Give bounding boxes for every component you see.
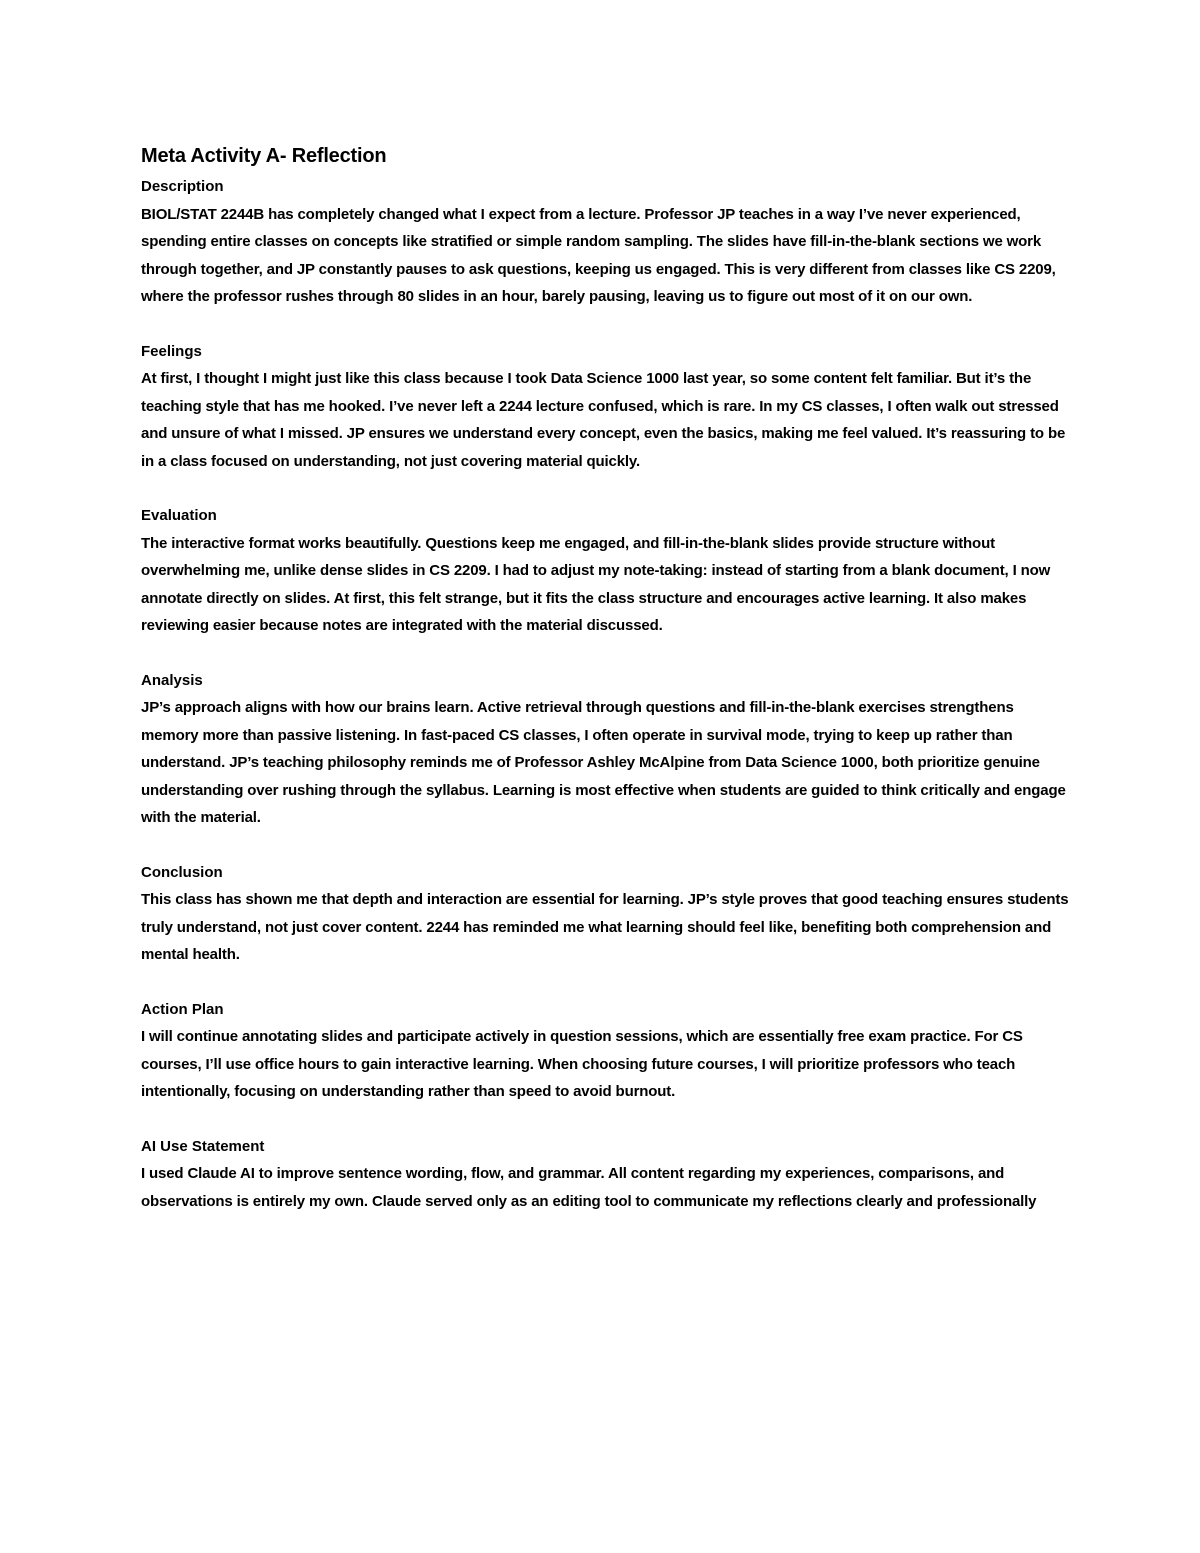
section-body: The interactive format works beautifully. Questions keep me engaged, and fill-in-the-blank slides provide structure without overwhelming me, unlike dense slides in CS 2209. I had to adjust my note-taking: instead of starting from a blank document, I now annotate directly on slides. At first, this felt strange, but it fits the class structure and encourages active learning. It also makes reviewing easier because notes are integrated with the material discussed. (141, 534, 1051, 634)
document-content (141, 141, 1071, 1242)
section-action-plan (141, 996, 1071, 1106)
section-heading: Feelings (141, 342, 202, 360)
section-heading: Description (141, 178, 224, 195)
document-title: Meta Activity A- Reflection (141, 145, 387, 167)
section-body: BIOL/STAT 2244B has completely changed what I expect from a lecture. Professor JP teaches in a way I’ve never experienced, spending entire classes on concepts like stratified or simple random sampling. The slides have fill-in-the-blank sections we work through together, and JP constantly pauses to ask questions, keeping us engaged. This is very different from classes like CS 2209, where the professor rushes through 80 slides in an hour, barely pausing, leaving us to figure out most of it on our own. (141, 205, 1056, 305)
section-heading: Action Plan (141, 1000, 224, 1018)
section-ai-use-statement (141, 1133, 1071, 1216)
section-heading: AI Use Statement (141, 1137, 265, 1155)
section-body: JP’s approach aligns with how our brains learn. Active retrieval through questions and fill-in-the-blank exercises strengthens memory more than passive listening. In fast-paced CS classes, I often operate in survival mode, trying to keep up rather than understand. JP’s teaching philosophy reminds me of Professor Ashley McAlpine from Data Science 1000, both prioritize genuine understanding over rushing through the syllabus. Learning is most effective when students are guided to think critically and engage with the material. (141, 699, 1066, 826)
section-description (141, 173, 1071, 311)
section-feelings (141, 338, 1071, 476)
section-conclusion (141, 859, 1071, 969)
section-heading: Evaluation (141, 507, 217, 524)
section-analysis (141, 667, 1071, 832)
section-body: I used Claude AI to improve sentence wording, flow, and grammar. All content regarding my experiences, comparisons, and observations is entirely my own. Claude served only as an editing tool to communicate my reflections clearly and professionally (141, 1165, 1037, 1210)
section-body: I will continue annotating slides and participate actively in question sessions, which are essentially free exam practice. For CS courses, I’ll use office hours to gain interactive learning. When choosing future courses, I will prioritize professors who teach intentionally, focusing on understanding rather than speed to avoid burnout. (141, 1028, 1023, 1100)
section-heading: Conclusion (141, 863, 223, 881)
section-evaluation (141, 502, 1071, 640)
section-body: This class has shown me that depth and interaction are essential for learning. JP’s style proves that good teaching ensures students truly understand, not just cover content. 2244 has reminded me what learning should feel like, benefiting both comprehension and mental health. (141, 891, 1069, 963)
section-heading: Analysis (141, 671, 203, 689)
section-body: At first, I thought I might just like this class because I took Data Science 1000 last year, so some content felt familiar. But it’s the teaching style that has me hooked. I’ve never left a 2244 lecture confused, which is rare. In my CS classes, I often walk out stressed and unsure of what I missed. JP ensures we understand every concept, even the basics, making me feel valued. It’s reassuring to be in a class focused on understanding, not just covering material quickly. (141, 370, 1066, 470)
